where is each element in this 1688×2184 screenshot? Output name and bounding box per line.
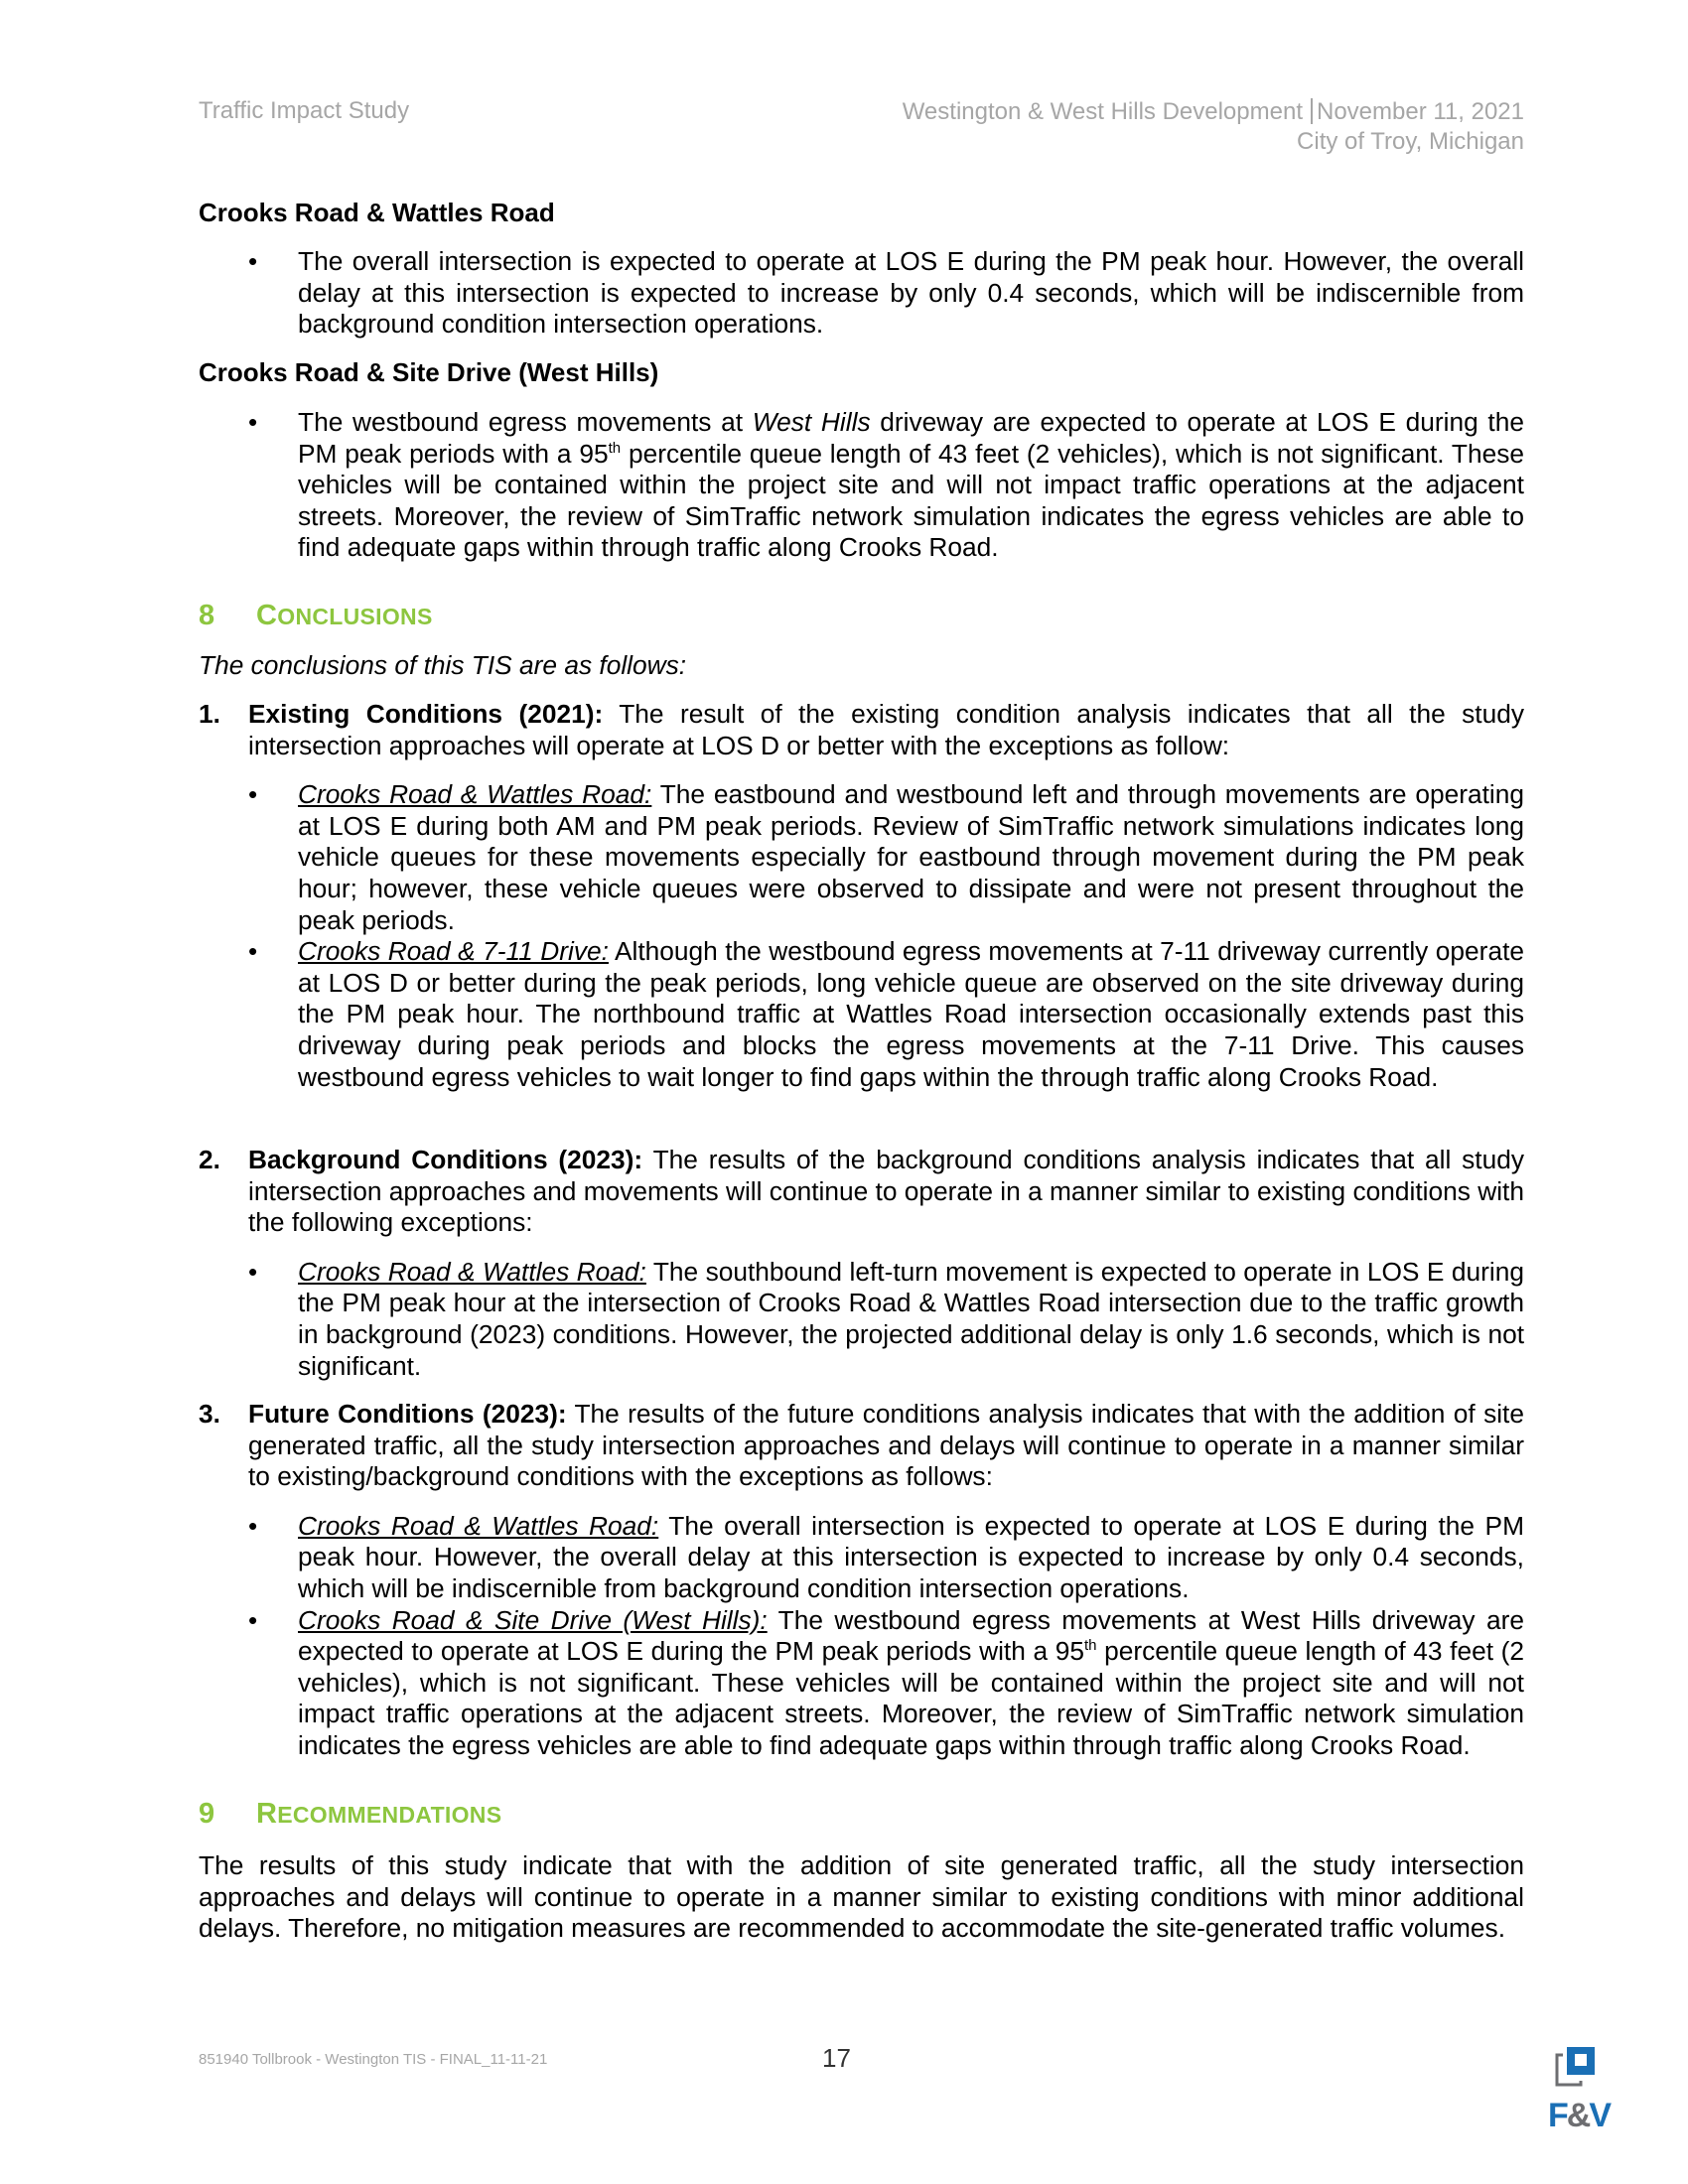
header-right: [903, 97, 1524, 157]
item-label: Existing Conditions (2021):: [248, 699, 604, 729]
section-heading-conclusions: [199, 600, 433, 632]
item-number: 3.: [199, 1399, 220, 1429]
footer-file-name: 851940 Tollbrook - Westington TIS - FINAL_11-11-21: [199, 2051, 548, 2068]
bullet-icon: •: [248, 779, 258, 810]
bullet-icon: •: [248, 1256, 258, 1287]
numbered-item: [199, 1145, 1524, 1382]
item-text: The results of the background conditions analysis indicates that all study intersection approaches and movements will continue to operate in a manner similar to existing conditions with the following exceptions:: [248, 1145, 1524, 1238]
list-item: [199, 779, 1524, 936]
subheading-crooks-site-drive: Crooks Road & Site Drive (West Hills): [199, 357, 659, 387]
bullet-list-crooks-wattles: [199, 246, 1524, 341]
bullet-list-crooks-site-drive: [199, 407, 1524, 564]
header-document-title: Traffic Impact Study: [199, 97, 410, 124]
fv-logo-icon: [1529, 2045, 1628, 2134]
header-project-line: [903, 97, 1524, 127]
company-logo: [1529, 2045, 1628, 2134]
item-label: Future Conditions (2023):: [248, 1399, 567, 1429]
numbered-item: [199, 1399, 1524, 1762]
bullet-label: Crooks Road & Wattles Road:: [298, 779, 652, 810]
bullet-icon: •: [248, 936, 258, 967]
numbered-item-3: [199, 1399, 1524, 1762]
subheading-crooks-wattles: Crooks Road & Wattles Road: [199, 198, 555, 227]
text-run: The westbound egress movements at: [298, 407, 753, 437]
bullet-text: The eastbound and westbound left and through movements are operating at LOS E during both AM and PM peak periods. Review of SimTraffic network simulations indicates long vehicle queues for these movements especially for eastbound through movement during the PM peak hour; however, these vehicle queues were observed to dissipate and were not present throughout the peak periods.: [298, 779, 1525, 935]
svg-text:F&V: F&V: [1547, 2097, 1611, 2134]
bullet-text: The southbound left-turn movement is expected to operate in LOS E during the PM peak hour at the intersection of Crooks Road & Wattles Road intersection due to the traffic growth in background (2023) conditions. However, the projected additional delay is only 1.6 seconds, which is not significant.: [298, 1256, 1524, 1381]
section-title-initial: R: [256, 1798, 278, 1830]
item-number: 2.: [199, 1145, 220, 1174]
superscript: th: [608, 439, 622, 457]
bullet-text: The overall intersection is expected to operate at LOS E during the PM peak hour. However, the overall delay at this intersection is expected to increase by only 0.4 seconds, which will be indiscernible from background condition intersection operations.: [298, 246, 1524, 340]
bullet-label: Crooks Road & Wattles Road:: [298, 1256, 646, 1287]
numbered-item-1: [199, 699, 1524, 1093]
bullet-text: percentile queue length of 43 feet (2 vehicles), which is not significant. These vehicles will be contained within the project site and will not impact traffic operations at the adjacent streets. Moreover, the review of SimTraffic network simulation indicates the egress vehicles are able to find adequate gaps within through traffic along Crooks Road.: [298, 1636, 1524, 1760]
bullet-label: Crooks Road & Site Drive (West Hills):: [298, 1604, 768, 1635]
numbered-item-2: [199, 1145, 1524, 1382]
item-number: 1.: [199, 699, 220, 729]
section-title-rest: ONCLUSIONS: [277, 604, 433, 629]
page-number: 17: [822, 2043, 851, 2073]
section-title-initial: C: [256, 600, 278, 631]
section-number: 9: [199, 1798, 215, 1830]
text-run: driveway are expected to operate at LOS E during the PM peak periods with a 95: [298, 407, 1524, 469]
list-item: [199, 1257, 1524, 1382]
list-item: [199, 1511, 1524, 1605]
list-item: [199, 936, 1524, 1093]
header-date: November 11, 2021: [1316, 98, 1524, 125]
superscript: th: [1083, 1637, 1097, 1655]
item-label: Background Conditions (2023):: [248, 1145, 643, 1174]
bullet-label: Crooks Road & Wattles Road:: [298, 1510, 659, 1541]
bullet-text: The westbound egress movements at West Hills driveway are expected to operate at LOS E during the PM peak periods with a 95: [298, 1604, 1524, 1667]
bullet-text: Although the westbound egress movements at 7-11 driveway currently operate at LOS D or better during the peak periods, long vehicle queue are observed on the site driveway during the PM peak hour. The northbound traffic at Wattles Road intersection occasionally extends past this driveway during peak periods and blocks the egress movements at the 7-11 Drive. This causes westbound egress vehicles to wait longer to find gaps within the through traffic along Crooks Road.: [298, 936, 1524, 1092]
header-project: Westington & West Hills Development: [902, 98, 1303, 125]
header-separator: [1311, 98, 1313, 124]
bullet-text: [298, 407, 1524, 562]
recommendations-paragraph: The results of this study indicate that with the addition of site generated traffic, all the study intersection approaches and delays will continue to operate in a manner similar to existing conditions with minor additional delays. Therefore, no mitigation measures are recommended to accommodate the site-generated traffic volumes.: [199, 1850, 1524, 1944]
bullet-icon: •: [248, 1604, 258, 1635]
bullet-icon: •: [248, 1510, 258, 1541]
section-title-rest: ECOMMENDATIONS: [277, 1802, 502, 1828]
list-item: [199, 407, 1524, 564]
header-location: City of Troy, Michigan: [1297, 128, 1524, 155]
italic-run: West Hills: [752, 407, 871, 437]
text-run: percentile queue length of 43 feet (2 vehicles), which is not significant. These vehicles will be contained within the project site and will not impact traffic operations at the adjacent streets. Moreover, the review of SimTraffic network simulation indicates the egress vehicles are able to find adequate gaps within through traffic along Crooks Road.: [298, 438, 1525, 563]
bullet-icon: •: [248, 246, 258, 276]
bullet-icon: •: [248, 407, 258, 437]
section-number: 8: [199, 600, 215, 631]
list-item: [199, 1605, 1524, 1762]
item-text: The results of the future conditions analysis indicates that with the addition of site generated traffic, all the study intersection approaches and delays will continue to operate in a manner similar to existing/background conditions with the exceptions as follows:: [248, 1399, 1524, 1492]
item-text: The result of the existing condition analysis indicates that all the study intersection approaches will operate at LOS D or better with the exceptions as follow:: [248, 699, 1524, 760]
section-heading-recommendations: [199, 1798, 501, 1831]
list-item: [199, 246, 1524, 341]
conclusions-intro: The conclusions of this TIS are as follows:: [199, 650, 687, 680]
numbered-item: [199, 699, 1524, 1093]
bullet-label: Crooks Road & 7-11 Drive:: [298, 936, 609, 967]
bullet-text: The overall intersection is expected to operate at LOS E during the PM peak hour. However, the overall delay at this intersection is expected to increase by only 0.4 seconds, which will be indiscernible from background condition intersection operations.: [298, 1510, 1524, 1603]
